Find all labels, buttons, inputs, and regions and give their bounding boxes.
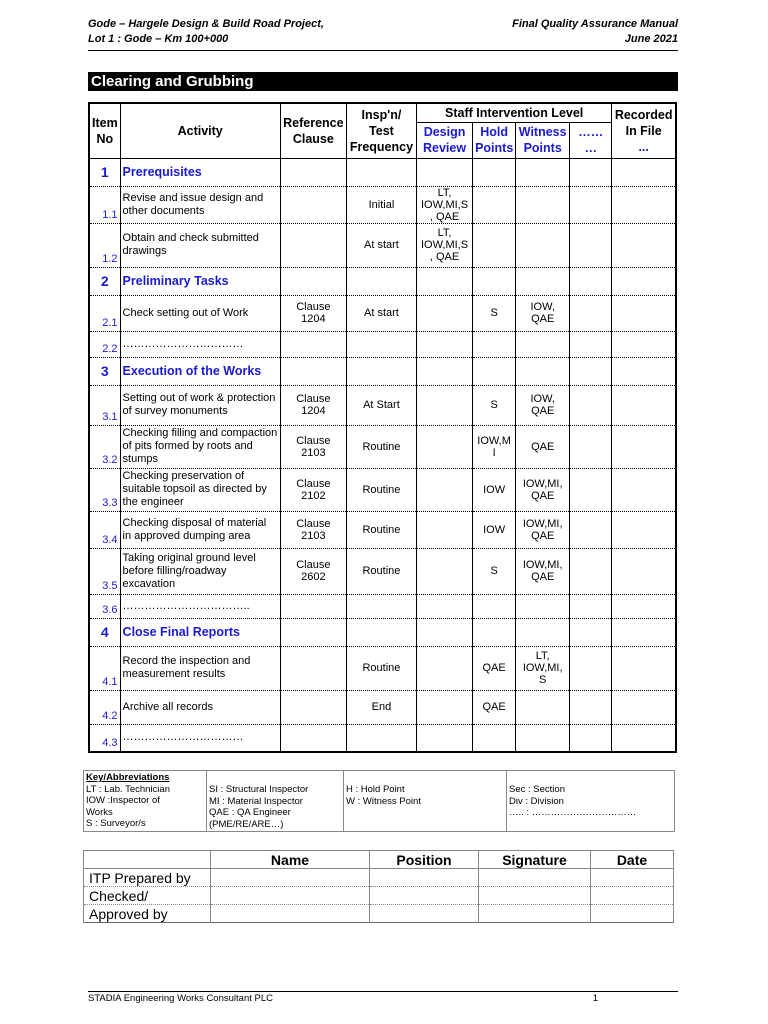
witness-points-cell (516, 690, 570, 724)
col-insp-frequency: Insp'n/ Test Frequency (346, 103, 416, 158)
frequency-cell: Routine (346, 425, 416, 468)
extra-cell (570, 511, 612, 548)
frequency-cell: At start (346, 295, 416, 331)
page-title: Clearing and Grubbing (88, 72, 678, 91)
empty-cell (417, 158, 473, 186)
activity-cell: Revise and issue design and other documents (120, 186, 280, 223)
signoff-signature-cell[interactable] (479, 869, 591, 887)
key-item: Div : Division (509, 795, 564, 807)
reference-cell (280, 646, 346, 690)
signoff-date-cell[interactable] (591, 905, 674, 923)
item-number: 3.6 (89, 594, 120, 618)
section-number: 4 (89, 618, 120, 646)
frequency-cell: Routine (346, 511, 416, 548)
item-number: 1.2 (89, 223, 120, 267)
hold-points-cell: IOW (473, 468, 516, 511)
header-date: June 2021 (624, 33, 678, 45)
design-review-cell (417, 331, 473, 357)
recorded-cell (612, 690, 676, 724)
activity-cell: …………………………….. (120, 594, 280, 618)
empty-cell (280, 158, 346, 186)
recorded-label: Recorded In File (614, 107, 673, 138)
witness-points-cell (516, 331, 570, 357)
col-witness-points: Witness Points (516, 122, 570, 158)
table-row (89, 468, 676, 511)
recorded-cell (612, 295, 676, 331)
activity-cell: Obtain and check submitted drawings (120, 223, 280, 267)
item-number: 1.1 (89, 186, 120, 223)
signoff-name-cell[interactable] (211, 905, 370, 923)
col-hold-points: Hold Points (473, 122, 516, 158)
reference-cell: Clause 1204 (280, 385, 346, 425)
section-name: Preliminary Tasks (120, 267, 280, 295)
activity-cell: Checking disposal of material in approved dumping area (120, 511, 280, 548)
empty-cell (473, 267, 516, 295)
hold-points-cell (473, 223, 516, 267)
recorded-cell (612, 548, 676, 594)
hold-points-cell: S (473, 548, 516, 594)
witness-points-cell: IOW, QAE (516, 295, 570, 331)
activity-cell: Checking filling and compaction of pits formed by roots and stumps (120, 425, 280, 468)
itp-table (88, 102, 677, 753)
empty-cell (280, 357, 346, 385)
item-number: 3.4 (89, 511, 120, 548)
item-number: 3.1 (89, 385, 120, 425)
empty-cell (570, 618, 612, 646)
witness-points-cell: IOW,MI, QAE (516, 548, 570, 594)
col-extra: …… … (570, 122, 612, 158)
extra-cell (570, 186, 612, 223)
footer-page-number: 1 (592, 993, 598, 1004)
empty-cell (612, 618, 676, 646)
signoff-row-label: Checked/ (84, 887, 211, 905)
item-number: 2.2 (89, 331, 120, 357)
empty-cell (612, 158, 676, 186)
key-item: W : Witness Point (346, 795, 421, 807)
signoff-row-label: ITP Prepared by (84, 869, 211, 887)
key-item: H : Hold Point (346, 784, 405, 795)
recorded-cell (612, 425, 676, 468)
reference-cell: Clause 2103 (280, 511, 346, 548)
header-divider (88, 50, 678, 51)
signoff-header-blank (84, 851, 211, 869)
empty-cell (473, 357, 516, 385)
extra-cell (570, 468, 612, 511)
recorded-dots: ... (638, 139, 649, 154)
frequency-cell: End (346, 690, 416, 724)
section-number: 2 (89, 267, 120, 295)
section-name: Prerequisites (120, 158, 280, 186)
design-review-cell (417, 724, 473, 752)
design-review-cell (417, 385, 473, 425)
table-row (89, 223, 676, 267)
reference-cell: Clause 2602 (280, 548, 346, 594)
col-design-review: Design Review (417, 122, 473, 158)
extra-cell (570, 295, 612, 331)
activity-cell: Record the inspection and measurement results (120, 646, 280, 690)
activity-cell: …………………………… (120, 331, 280, 357)
design-review-cell (417, 425, 473, 468)
footer-divider (88, 991, 678, 992)
signoff-signature-cell[interactable] (479, 887, 591, 905)
hold-points-cell (473, 331, 516, 357)
recorded-cell (612, 468, 676, 511)
empty-cell (473, 618, 516, 646)
extra-cell (570, 690, 612, 724)
frequency-cell (346, 594, 416, 618)
activity-cell: Checking preservation of suitable topsoil as directed by the engineer (120, 468, 280, 511)
table-row (89, 646, 676, 690)
design-review-cell (417, 511, 473, 548)
empty-cell (612, 267, 676, 295)
empty-cell (280, 618, 346, 646)
extra-cell (570, 646, 612, 690)
extra-cell (570, 724, 612, 752)
reference-cell (280, 331, 346, 357)
empty-cell (612, 357, 676, 385)
empty-cell (346, 357, 416, 385)
reference-cell (280, 223, 346, 267)
empty-cell (516, 357, 570, 385)
reference-cell (280, 186, 346, 223)
empty-cell (570, 357, 612, 385)
empty-cell (417, 267, 473, 295)
reference-cell (280, 690, 346, 724)
signoff-name-cell[interactable] (211, 887, 370, 905)
reference-cell (280, 724, 346, 752)
key-item: (PME/RE/ARE…) (209, 818, 284, 830)
hold-points-cell (473, 186, 516, 223)
col-reference: Reference Clause (280, 103, 346, 158)
empty-cell (417, 357, 473, 385)
design-review-cell (417, 594, 473, 618)
frequency-cell: Initial (346, 186, 416, 223)
frequency-cell (346, 724, 416, 752)
signoff-date-cell[interactable] (591, 869, 674, 887)
design-review-cell (417, 295, 473, 331)
reference-cell (280, 594, 346, 618)
signoff-header-position: Position (370, 851, 479, 869)
signoff-position-cell[interactable] (370, 887, 479, 905)
empty-cell (280, 267, 346, 295)
witness-points-cell: QAE (516, 425, 570, 468)
design-review-cell (417, 468, 473, 511)
signoff-position-cell[interactable] (370, 905, 479, 923)
empty-cell (570, 158, 612, 186)
col-activity: Activity (120, 103, 280, 158)
item-number: 3.3 (89, 468, 120, 511)
table-row (89, 724, 676, 752)
witness-points-cell (516, 724, 570, 752)
recorded-cell (612, 331, 676, 357)
empty-cell (570, 267, 612, 295)
signoff-signature-cell[interactable] (479, 905, 591, 923)
item-number: 2.1 (89, 295, 120, 331)
recorded-cell (612, 724, 676, 752)
table-row (89, 548, 676, 594)
reference-cell: Clause 2102 (280, 468, 346, 511)
key-item: SI : Structural Inspector (209, 784, 309, 795)
table-row (89, 186, 676, 223)
recorded-cell (612, 511, 676, 548)
hold-points-cell (473, 724, 516, 752)
key-item: Works (86, 806, 113, 818)
extra-cell (570, 331, 612, 357)
section-row (89, 357, 676, 385)
table-row (89, 425, 676, 468)
signoff-table (83, 850, 674, 923)
extra-cell (570, 548, 612, 594)
witness-points-cell (516, 186, 570, 223)
hold-points-cell (473, 594, 516, 618)
section-row (89, 158, 676, 186)
table-row (89, 594, 676, 618)
design-review-cell: LT, IOW,MI,S , QAE (417, 223, 473, 267)
item-number: 4.2 (89, 690, 120, 724)
witness-points-cell: LT, IOW,MI, S (516, 646, 570, 690)
frequency-cell (346, 331, 416, 357)
section-name: Close Final Reports (120, 618, 280, 646)
table-row (89, 511, 676, 548)
signoff-header-signature: Signature (479, 851, 591, 869)
section-name: Execution of the Works (120, 357, 280, 385)
witness-points-cell: IOW,MI, QAE (516, 468, 570, 511)
witness-points-cell: IOW,MI, QAE (516, 511, 570, 548)
signoff-name-cell[interactable] (211, 869, 370, 887)
recorded-cell (612, 594, 676, 618)
frequency-cell: At Start (346, 385, 416, 425)
col-item-no: Item No (89, 103, 120, 158)
signoff-header-name: Name (211, 851, 370, 869)
frequency-cell: Routine (346, 468, 416, 511)
table-row (89, 690, 676, 724)
key-title: Key/Abbreviations (86, 772, 170, 783)
section-row (89, 618, 676, 646)
key-item: MI : Material Inspector (209, 795, 303, 807)
hold-points-cell: IOW,M I (473, 425, 516, 468)
hold-points-cell: QAE (473, 690, 516, 724)
design-review-cell (417, 690, 473, 724)
col-recorded (612, 103, 676, 158)
activity-cell: Setting out of work & protection of survey monuments (120, 385, 280, 425)
frequency-cell: Routine (346, 548, 416, 594)
design-review-cell (417, 548, 473, 594)
signoff-header-date: Date (591, 851, 674, 869)
key-item: ….. : …………………………… (509, 807, 637, 818)
page-footer (88, 993, 598, 1004)
witness-points-cell (516, 223, 570, 267)
extra-cell (570, 223, 612, 267)
header-project: Gode – Hargele Design & Build Road Project, (88, 18, 324, 30)
activity-cell: Taking original ground level before filling/roadway excavation (120, 548, 280, 594)
recorded-cell (612, 646, 676, 690)
key-abbreviations (83, 770, 675, 832)
item-number: 4.1 (89, 646, 120, 690)
hold-points-cell: S (473, 385, 516, 425)
extra-cell (570, 594, 612, 618)
witness-points-cell: IOW, QAE (516, 385, 570, 425)
section-row (89, 267, 676, 295)
key-item: LT : Lab. Technician (86, 783, 170, 795)
signoff-row-label: Approved by (84, 905, 211, 923)
design-review-cell: LT, IOW,MI,S , QAE (417, 186, 473, 223)
key-item: S : Surveyor/s (86, 818, 146, 829)
extra-cell (570, 385, 612, 425)
empty-cell (346, 618, 416, 646)
key-item: IOW :Inspector of (86, 795, 160, 806)
col-staff-level: Staff Intervention Level (417, 103, 612, 122)
recorded-cell (612, 186, 676, 223)
recorded-cell (612, 385, 676, 425)
hold-points-cell: IOW (473, 511, 516, 548)
empty-cell (346, 267, 416, 295)
footer-company: STADIA Engineering Works Consultant PLC (88, 993, 273, 1004)
empty-cell (417, 618, 473, 646)
reference-cell: Clause 2103 (280, 425, 346, 468)
frequency-cell: At start (346, 223, 416, 267)
header-lot: Lot 1 : Gode – Km 100+000 (88, 33, 229, 45)
witness-points-cell (516, 594, 570, 618)
activity-cell: Check setting out of Work (120, 295, 280, 331)
extra-cell (570, 425, 612, 468)
table-row (89, 385, 676, 425)
activity-cell: Archive all records (120, 690, 280, 724)
hold-points-cell: QAE (473, 646, 516, 690)
section-number: 3 (89, 357, 120, 385)
item-number: 3.5 (89, 548, 120, 594)
hold-points-cell: S (473, 295, 516, 331)
empty-cell (516, 267, 570, 295)
frequency-cell: Routine (346, 646, 416, 690)
item-number: 4.3 (89, 724, 120, 752)
recorded-cell (612, 223, 676, 267)
empty-cell (473, 158, 516, 186)
activity-cell: …………………………… (120, 724, 280, 752)
table-row (89, 295, 676, 331)
section-number: 1 (89, 158, 120, 186)
empty-cell (516, 158, 570, 186)
header-manual: Final Quality Assurance Manual (512, 18, 678, 30)
signoff-position-cell[interactable] (370, 869, 479, 887)
table-row (89, 331, 676, 357)
key-item: Sec : Section (509, 784, 565, 795)
empty-cell (346, 158, 416, 186)
signoff-date-cell[interactable] (591, 887, 674, 905)
item-number: 3.2 (89, 425, 120, 468)
empty-cell (516, 618, 570, 646)
design-review-cell (417, 646, 473, 690)
reference-cell: Clause 1204 (280, 295, 346, 331)
key-item: QAE : QA Engineer (209, 807, 291, 818)
